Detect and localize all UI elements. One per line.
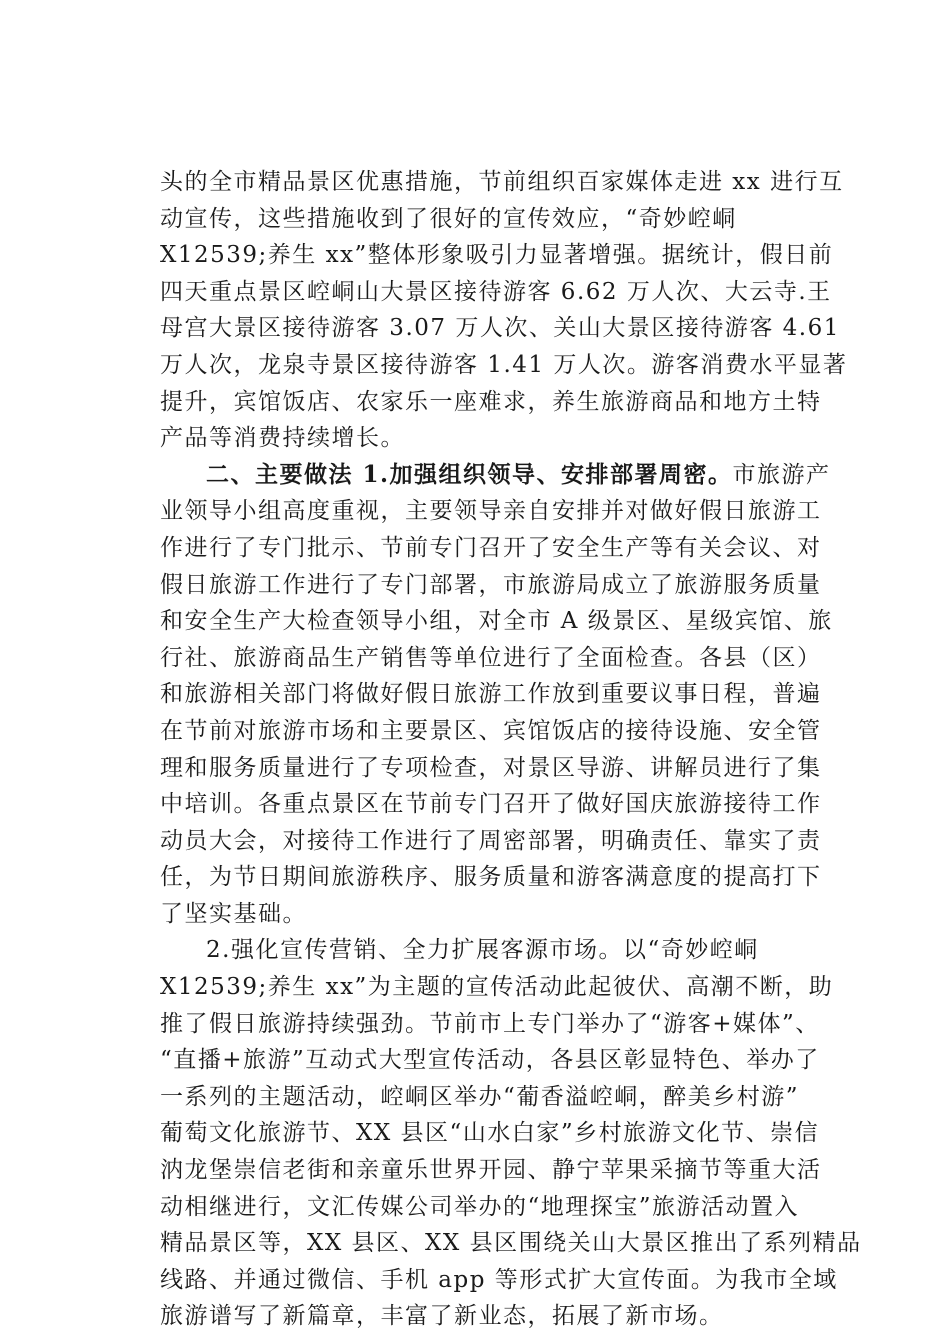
text-line: 作进行了专门批示、节前专门召开了安全生产等有关会议、对 (160, 534, 822, 561)
document-body (160, 164, 862, 1335)
text-line: 提升，宾馆饭店、农家乐一座难求，养生旅游商品和地方土特 (160, 388, 822, 415)
text-line: 行社、旅游商品生产销售等单位进行了全面检查。各县（区） (160, 644, 822, 671)
section-heading: 二、主要做法 1.加强组织领导、安排部署周密。 (206, 460, 733, 488)
text-line: 四天重点景区崆峒山大景区接待游客 6.62 万人次、大云寺.王 (160, 278, 832, 305)
text-line: 2.强化宣传营销、全力扩展客源市场。以“奇妙崆峒 (206, 937, 759, 964)
text-line: 一系列的主题活动，崆峒区举办“葡香溢崆峒，醉美乡村游” (160, 1083, 800, 1110)
text-line: 汭龙堡崇信老街和亲童乐世界开园、静宁苹果采摘节等重大活 (160, 1157, 822, 1184)
text-line: 在节前对旅游市场和主要景区、宾馆饭店的接待设施、安全管 (160, 717, 822, 744)
text-line: 葡萄文化旅游节、XX 县区“山水白家”乡村旅游文化节、崇信 (160, 1120, 820, 1147)
text-line: 动相继进行，文汇传媒公司举办的“地理探宝”旅游活动置入 (160, 1193, 800, 1220)
text-line: 精品景区等，XX 县区、XX 县区围绕关山大景区推出了系列精品 (160, 1230, 862, 1257)
text-line: 头的全市精品景区优惠措施，节前组织百家媒体走进 xx 进行互 (160, 169, 844, 195)
text-line: 了坚实基础。 (160, 900, 307, 927)
text-fragment: 市旅游产 (732, 461, 831, 488)
text-line: 推了假日旅游持续强劲。节前市上专门举办了“游客+媒体”、 (160, 1010, 820, 1037)
text-line: 任，为节日期间旅游秩序、服务质量和游客满意度的提高打下 (160, 864, 822, 891)
text-line: 动宣传，这些措施收到了很好的宣传效应，“奇妙崆峒 (160, 205, 737, 232)
text-line: 动员大会，对接待工作进行了周密部署，明确责任、靠实了责 (160, 827, 822, 854)
text-line: 旅游谱写了新篇章，丰富了新业态，拓展了新市场。 (160, 1303, 724, 1330)
text-line: 中培训。各重点景区在节前专门召开了做好国庆旅游接待工作 (160, 791, 822, 818)
paragraph-marketing (160, 932, 862, 1335)
text-line: 万人次，龙泉寺景区接待游客 1.41 万人次。游客消费水平显著 (160, 351, 848, 378)
text-line: X12539;养生 xx”整体形象吸引力显著增强。据统计，假日前 (160, 242, 834, 269)
text-line: 理和服务质量进行了专项检查，对景区导游、讲解员进行了集 (160, 754, 822, 781)
text-line (160, 457, 832, 494)
paragraph-tourism-statistics (160, 164, 848, 457)
text-line: “直播+旅游”互动式大型宣传活动，各县区彰显特色、举办了 (160, 1047, 820, 1074)
text-line: 线路、并通过微信、手机 app 等形式扩大宣传面。为我市全域 (160, 1266, 838, 1293)
paragraph-main-practices (160, 457, 832, 933)
text-line: 产品等消费持续增长。 (160, 425, 405, 452)
text-line: 和旅游相关部门将做好假日旅游工作放到重要议事日程，普遍 (160, 681, 822, 708)
text-line: 和安全生产大检查领导小组，对全市 A 级景区、星级宾馆、旅 (160, 608, 833, 635)
text-line: 假日旅游工作进行了专门部署，市旅游局成立了旅游服务质量 (160, 571, 822, 598)
text-line: X12539;养生 xx”为主题的宣传活动此起彼伏、高潮不断，助 (160, 974, 834, 1001)
text-line: 业领导小组高度重视，主要领导亲自安排并对做好假日旅游工 (160, 498, 822, 525)
text-line: 母宫大景区接待游客 3.07 万人次、关山大景区接待游客 4.61 (160, 315, 840, 342)
